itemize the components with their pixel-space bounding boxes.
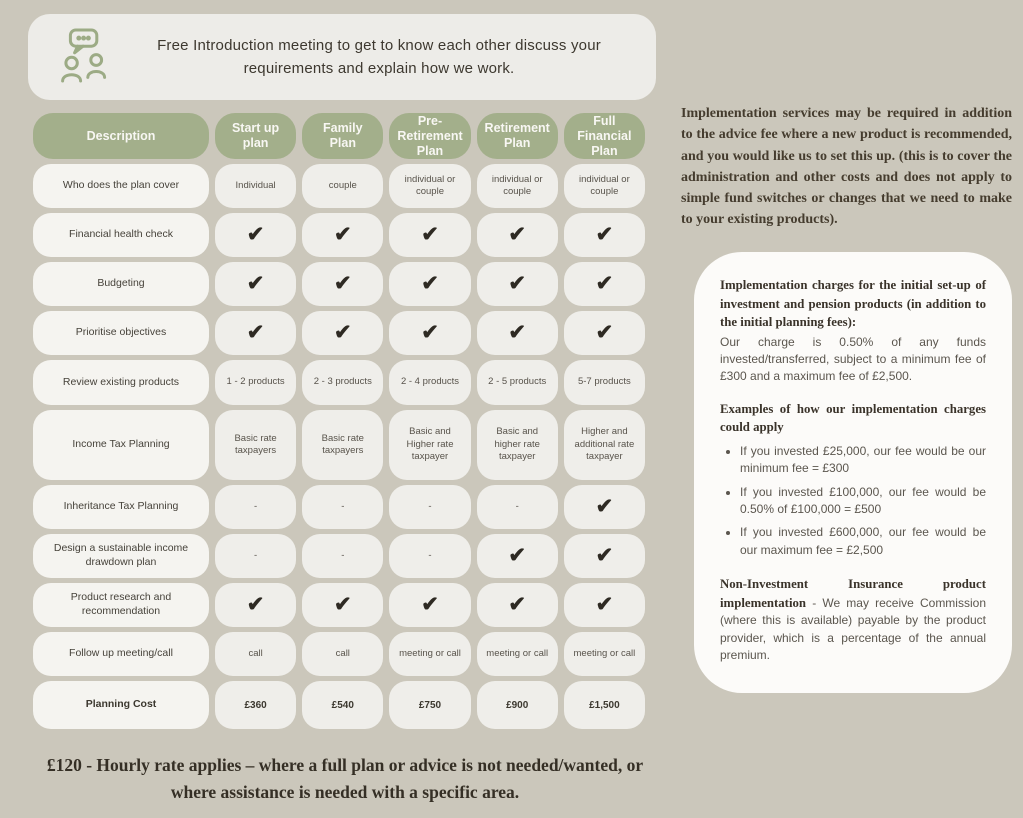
plans-table xyxy=(33,113,645,729)
value-cell: - xyxy=(302,534,383,578)
row-label: Product research and recommendation xyxy=(33,583,209,627)
value-cell: call xyxy=(302,632,383,676)
check-icon: ✔ xyxy=(477,311,558,355)
check-icon: ✔ xyxy=(477,534,558,578)
insurance-paragraph xyxy=(720,575,986,664)
example-item: • If you invested £600,000, our fee would be our maximum fee = £2,500 xyxy=(740,524,986,559)
row-label: Design a sustainable income drawdown plan xyxy=(33,534,209,578)
value-cell: Higher and additional rate taxpayer xyxy=(564,410,645,480)
check-icon: ✔ xyxy=(215,311,296,355)
row-label: Income Tax Planning xyxy=(33,410,209,480)
value-cell: individual or couple xyxy=(477,164,558,208)
check-icon: ✔ xyxy=(389,213,470,257)
value-cell: Basic rate taxpayers xyxy=(302,410,383,480)
examples-list xyxy=(720,443,986,559)
value-cell: individual or couple xyxy=(389,164,470,208)
column-header: Family Plan xyxy=(302,113,383,159)
check-icon: ✔ xyxy=(564,534,645,578)
check-icon: ✔ xyxy=(389,262,470,306)
value-cell: £540 xyxy=(302,681,383,729)
check-icon: ✔ xyxy=(477,583,558,627)
check-icon: ✔ xyxy=(302,583,383,627)
check-icon: ✔ xyxy=(302,262,383,306)
value-cell: £360 xyxy=(215,681,296,729)
value-cell: Basic rate taxpayers xyxy=(215,410,296,480)
value-cell: 2 - 4 products xyxy=(389,360,470,405)
column-header: Start up plan xyxy=(215,113,296,159)
check-icon: ✔ xyxy=(215,262,296,306)
value-cell: meeting or call xyxy=(564,632,645,676)
intro-text: Free Introduction meeting to get to know each other discuss your requirements and explain how we work. xyxy=(157,36,601,77)
value-cell: meeting or call xyxy=(389,632,470,676)
row-label: Financial health check xyxy=(33,213,209,257)
implementation-services-paragraph: Implementation services may be required in addition to the advice fee where a new product is recommended, and you would like us to set this up. (this is to cover the administration and other costs and does not apply to simple fund switches or changes that we need to make to your existing products). xyxy=(681,106,1012,228)
value-cell: £900 xyxy=(477,681,558,729)
value-cell: - xyxy=(389,534,470,578)
implementation-charges-box xyxy=(694,252,1012,693)
check-icon: ✔ xyxy=(477,213,558,257)
insurance-heading: Non-Investment Insurance product implementation xyxy=(720,577,986,610)
row-label: Who does the plan cover xyxy=(33,164,209,208)
column-header: Description xyxy=(33,113,209,159)
check-icon: ✔ xyxy=(564,311,645,355)
check-icon: ✔ xyxy=(564,213,645,257)
hourly-rate-note: £120 - Hourly rate applies – where a full plan or advice is not needed/wanted, or where assistance is needed with a specific area. xyxy=(46,755,644,803)
example-item: • If you invested £100,000, our fee would be 0.50% of £100,000 = £500 xyxy=(740,484,986,519)
check-icon: ✔ xyxy=(389,583,470,627)
row-label: Inheritance Tax Planning xyxy=(33,485,209,529)
column-header: Retirement Plan xyxy=(477,113,558,159)
value-cell: 5-7 products xyxy=(564,360,645,405)
check-icon: ✔ xyxy=(302,213,383,257)
check-icon: ✔ xyxy=(564,583,645,627)
value-cell: individual or couple xyxy=(564,164,645,208)
example-item: • If you invested £25,000, our fee would be our minimum fee = £300 xyxy=(740,443,986,478)
value-cell: meeting or call xyxy=(477,632,558,676)
row-label: Follow up meeting/call xyxy=(33,632,209,676)
charges-heading: Implementation charges for the initial set-up of investment and pension products (in addition to the initial planning fees): xyxy=(720,278,986,330)
row-label: Budgeting xyxy=(33,262,209,306)
check-icon: ✔ xyxy=(215,213,296,257)
value-cell: - xyxy=(477,485,558,529)
value-cell: £750 xyxy=(389,681,470,729)
check-icon: ✔ xyxy=(564,262,645,306)
check-icon: ✔ xyxy=(477,262,558,306)
value-cell: £1,500 xyxy=(564,681,645,729)
insurance-body: - We may receive Commission (where this is available) payable by the product provider, which is a percentage of the annual premium. xyxy=(720,595,986,663)
check-icon: ✔ xyxy=(302,311,383,355)
value-cell: - xyxy=(389,485,470,529)
check-icon: ✔ xyxy=(215,583,296,627)
value-cell: Basic and higher rate taxpayer xyxy=(477,410,558,480)
value-cell: - xyxy=(215,534,296,578)
intro-banner xyxy=(28,14,656,100)
column-header: Full Financial Plan xyxy=(564,113,645,159)
charges-body: Our charge is 0.50% of any funds invested/transferred, subject to a minimum fee of £300 and a maximum fee of £2,500. xyxy=(720,334,986,384)
value-cell: 1 - 2 products xyxy=(215,360,296,405)
value-cell: 2 - 3 products xyxy=(302,360,383,405)
check-icon: ✔ xyxy=(564,485,645,529)
examples-heading: Examples of how our implementation charges could apply xyxy=(720,401,986,435)
value-cell: - xyxy=(302,485,383,529)
value-cell: couple xyxy=(302,164,383,208)
value-cell: Basic and Higher rate taxpayer xyxy=(389,410,470,480)
row-label: Prioritise objectives xyxy=(33,311,209,355)
value-cell: Individual xyxy=(215,164,296,208)
column-header: Pre-Retirement Plan xyxy=(389,113,470,159)
value-cell: 2 - 5 products xyxy=(477,360,558,405)
value-cell: call xyxy=(215,632,296,676)
value-cell: - xyxy=(215,485,296,529)
chat-people-icon xyxy=(54,27,118,87)
row-label: Planning Cost xyxy=(33,681,209,729)
row-label: Review existing products xyxy=(33,360,209,405)
check-icon: ✔ xyxy=(389,311,470,355)
